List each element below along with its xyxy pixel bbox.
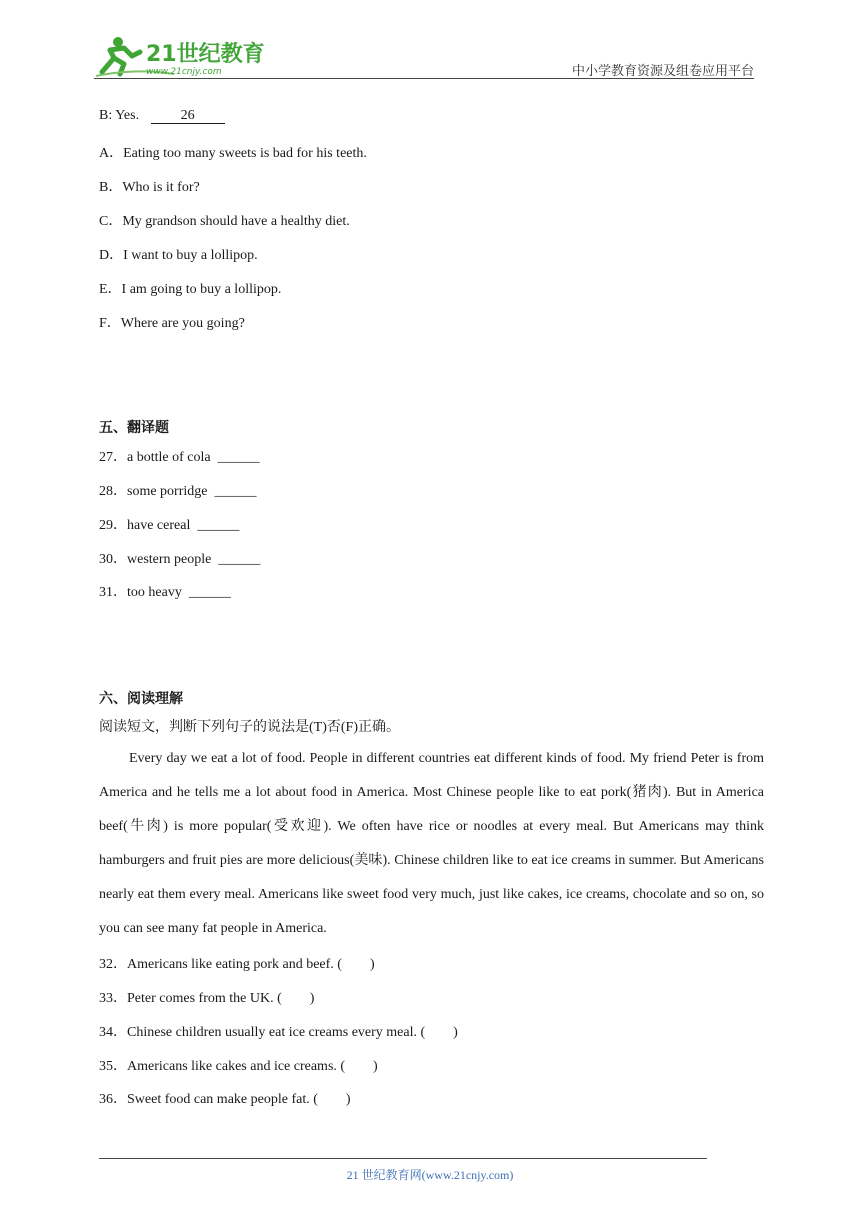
question-text: Americans like cakes and ice creams. ( ) xyxy=(127,1059,378,1074)
option-c: C．My grandson should have a healthy diet. xyxy=(99,214,350,229)
answer-blank[interactable]: ______ xyxy=(218,552,261,567)
question-29 xyxy=(99,514,239,534)
question-text: western people xyxy=(127,552,212,567)
option-b: B．Who is it for? xyxy=(99,180,200,195)
question-text: a bottle of cola xyxy=(127,450,211,465)
question-text: too heavy xyxy=(127,585,182,600)
footer-divider xyxy=(99,1158,707,1159)
question-text: Sweet food can make people fat. ( ) xyxy=(127,1092,351,1107)
question-number: 27． xyxy=(99,450,127,465)
question-text: Chinese children usually eat ice creams every meal. ( ) xyxy=(127,1025,458,1040)
question-33 xyxy=(99,987,314,1007)
question-text: some porridge xyxy=(127,484,208,499)
question-number: 32． xyxy=(99,957,127,972)
option-d: D．I want to buy a lollipop. xyxy=(99,248,258,263)
answer-blank[interactable]: ______ xyxy=(214,484,257,499)
header-divider xyxy=(94,78,754,79)
section-title-reading: 六、阅读理解 xyxy=(99,691,183,707)
question-35 xyxy=(99,1055,378,1075)
question-36 xyxy=(99,1088,351,1108)
question-32 xyxy=(99,953,375,973)
question-31 xyxy=(99,581,231,601)
question-30 xyxy=(99,548,260,568)
dialogue-prefix: B: Yes. xyxy=(99,108,140,123)
answer-blank[interactable]: ______ xyxy=(197,518,240,533)
runner-logo-icon xyxy=(94,34,269,78)
section-title-translation: 五、翻译题 xyxy=(99,420,169,436)
question-text: Americans like eating pork and beef. ( ) xyxy=(127,957,375,972)
question-number: 29． xyxy=(99,518,127,533)
logo-text: 21世纪教育 xyxy=(146,42,265,67)
question-number: 34． xyxy=(99,1025,127,1040)
option-a: A．Eating too many sweets is bad for his teeth. xyxy=(99,146,367,161)
question-28 xyxy=(99,480,256,500)
footer-link[interactable]: 21 世纪教育网(www.21cnjy.com) xyxy=(346,1168,514,1182)
reading-instruction: 阅读短文，判断下列句子的说法是(T)否(F)正确。 xyxy=(99,720,400,735)
site-logo xyxy=(94,34,269,78)
option-f: F．Where are you going? xyxy=(99,316,245,331)
answer-blank[interactable]: ______ xyxy=(217,450,260,465)
dialogue-line xyxy=(99,108,225,124)
question-34 xyxy=(99,1021,458,1041)
question-number: 31． xyxy=(99,585,127,600)
question-27 xyxy=(99,446,260,466)
reading-passage: Every day we eat a lot of food. People in different countries eat different kinds of food. My friend Peter is from America and he tells me a lot about food in America. Most Chinese people like to eat pork(猪肉). But in America beef(牛肉) is more popular(受欢迎). We often have rice or noodles at every meal. But Americans may think hamburgers and fruit pies are more delicious(美味). Chinese children like to eat ice creams in summer. But Americans nearly eat them every meal. Americans like sweet food very much, just like cakes, ice creams, chocolate and so on, so you can see many fat people in America. xyxy=(99,751,764,936)
question-number: 36． xyxy=(99,1092,127,1107)
platform-name: 中小学教育资源及组卷应用平台 xyxy=(571,64,754,79)
question-number: 33． xyxy=(99,991,127,1006)
question-number: 30． xyxy=(99,552,127,567)
question-text: Peter comes from the UK. ( ) xyxy=(127,991,315,1006)
question-text: have cereal xyxy=(127,518,191,533)
answer-blank[interactable]: ______ xyxy=(188,585,231,600)
answer-blank-26[interactable]: 26 xyxy=(151,109,225,124)
question-number: 35． xyxy=(99,1059,127,1074)
option-e: E．I am going to buy a lollipop. xyxy=(99,282,282,297)
logo-url: www.21cnjy.com xyxy=(146,67,222,77)
question-number: 28． xyxy=(99,484,127,499)
